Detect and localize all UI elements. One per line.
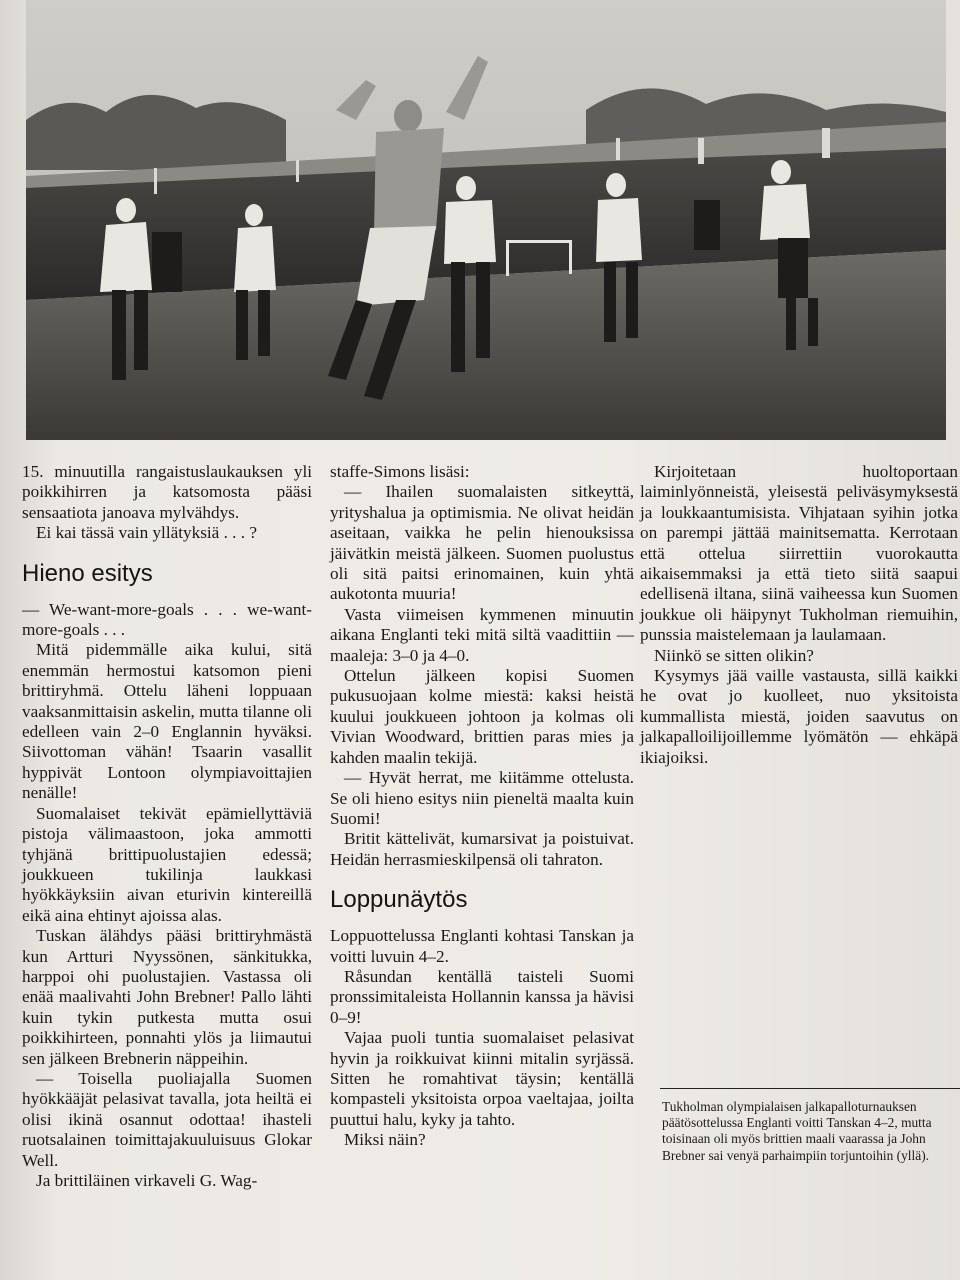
photo-caption: Tukholman olympialaisen jalkapalloturnauksen päätösottelussa Englanti voitti Tanskan 4–2, mutta toisinaan oli myös brittien maali vaarassa ja John Brebner sai venyä parhaimpiin torjuntoihin (yllä). [662,1099,932,1163]
caption-divider [660,1088,960,1089]
paragraph: staffe-Simons lisäsi: [330,462,470,481]
paragraph: Ja brittiläinen virkaveli G. Wag- [36,1171,258,1190]
section-heading-loppunaytos: Loppunäytös [330,886,468,914]
paragraph: Miksi näin? [344,1130,426,1150]
paragraph: Kirjoitetaan huoltoportaan laiminlyönneistä, yleisestä peliväsymyksestä ja loukkaantumisista. Vihjataan syihin jotka on parempi jättää mainitsematta. Kerrotaan että ottelua siirrettiin vuorokautta aikaisemmaksi ja että tieto siitä saapui edellisenä iltana, siinä vaiheessa kun Suomen joukkue oli häipynyt Tukholman riemuihin, punssia maistelemaan ja laulamaan. [640,462,958,645]
paragraph: Kysymys jää vaille vastausta, sillä kaikki he ovat jo kuolleet, nuo yksitoista kummallista miestä, joiden saavutus on jalkapalloilijoillemme lyömätön — ehkäpä ikiajoiksi. [640,666,958,767]
paragraph: Mitä pidemmälle aika kului, sitä enemmän hermostui katsomon pieni brittiryhmä. Ottelu läheni loppuaan vaaksanmittaisin askelin, mutta tilanne oli edelleen vain 2–0 Englannin hyväksi. Siivottoman vähän! Tsaarin vasallit hyppivät Lontoon olympiavoittajien nenälle! [22,640,312,803]
article-column-3 [640,462,958,768]
paragraph: Suomalaiset tekivät epämiellyttäviä pistoja välimaastoon, joka ammotti tyhjänä brittipuolustajien edessä; joukkueen tukilinja laukkasi hyökkäyksiin aivan eturivin kintereillä eikä aina ehtinyt ajoissa alas. [22,803,312,925]
paragraph: Ei kai tässä vain yllätyksiä . . . ? [36,523,257,543]
paragraph: — Hyvät herrat, me kiitämme ottelusta. Se oli hieno esitys niin pieneltä maalta kuin Suomi! [330,768,634,828]
section-heading-hieno-esitys: Hieno esitys [22,559,153,587]
paragraph: Ottelun jälkeen kopisi Suomen pukusuojaan kolme miestä: kaksi heistä kuului joukkueen johtoon ja kolmas oli Vivian Woodward, brittien paras mies ja kahden maalin tekijä. [330,666,634,767]
paragraph: Britit kättelivät, kumarsivat ja poistuivat. Heidän herrasmieskilpensä oli tahraton. [330,829,634,869]
article-column-1 [22,462,312,1191]
paragraph: Tuskan älähdys pääsi brittiryhmästä kun Artturi Nyyssönen, sänkitukka, harppoi ohi puolustajien. Vastassa oli enää maalivahti John Brebner! Pallo lähti kuin tykin putkesta mutta osui poikkihirteen, ponnahti ylös ja liimautui sen jälkeen Brebnerin näppeihin. [22,926,312,1068]
football-match-photo-icon [26,0,946,440]
paragraph: — We-want-more-goals . . . we-want-more-goals . . . [22,599,312,640]
article-column-2 [330,462,634,1151]
paragraph: 15. minuutilla rangaistuslaukauksen yli poikkihirren ja katsomosta pääsi sensaatiota janoava mylvähdys. [22,462,312,522]
paragraph: Vajaa puoli tuntia suomalaiset pelasivat hyvin ja roikkuivat kiinni mitalin syrjässä. Sitten he romahtivat täysin; kentällä kompasteli yksitoista orpoa vaeltajaa, joilta puuttui halu, kyky ja tahto. [330,1028,634,1129]
paragraph: Råsundan kentällä taisteli Suomi pronssimitaleista Hollannin kanssa ja hävisi 0–9! [330,966,634,1027]
paragraph: Loppuottelussa Englanti kohtasi Tanskan ja voitti luvuin 4–2. [330,926,634,966]
football-match-photo [26,0,946,440]
paragraph: Niinkö se sitten olikin? [654,645,814,665]
paragraph: — Ihailen suomalaisten sitkeyttä, yrityshalua ja optimismia. Ne olivat heidän aseitaan, vaikka he pelin hienouksissa jäivätkin meistä jälkeen. Suomen puolustus oli sitä paitsi erinomainen, kuin yhtä aukotonta muuria! [330,482,634,604]
paragraph: — Toisella puoliajalla Suomen hyökkääjät pelasivat tavalla, jota heiltä ei olisi ikinä osannut odottaa! ihasteli ruotsalainen toimittajakuuluisuus Glokar Well. [22,1068,312,1170]
paragraph: Vasta viimeisen kymmenen minuutin aikana Englanti teki mitä siltä vaadittiin — maaleja: 3–0 ja 4–0. [330,604,634,665]
